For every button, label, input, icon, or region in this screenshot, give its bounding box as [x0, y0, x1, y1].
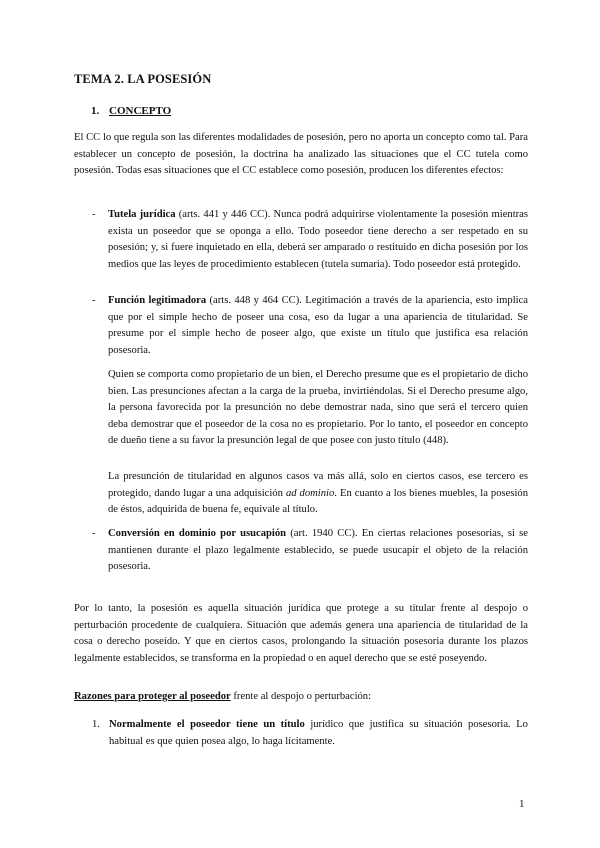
bullet-term: Función legitimadora [108, 295, 207, 306]
razones-label: Razones para proteger al poseedor [74, 691, 231, 702]
bullet-dash: - [92, 528, 96, 539]
intro-paragraph: El CC lo que regula son las diferentes modalidades de posesión, pero no aporta un concepto como tal. Para establecer un concepto de posesión, la doctrina ha analizado las situaciones que el CC tutela como posesión. Todas esas situaciones que el CC establece como posesión, producen los diferentes efectos: [74, 132, 528, 177]
numbered-text [109, 717, 528, 750]
bullet-dash: - [92, 295, 96, 306]
bullet-text [108, 207, 528, 273]
sub-paragraph: Quien se comporta como propietario de un bien, el Derecho presume que es el propietario de dicho bien. Las presunciones afectan a la carga de la prueba, invirtiéndolas. Si el Derecho presume algo, la persona favorecida por la presunción no debe demostrar nada, sino que será el tercero quien deba demostrar que el poseedor de la cosa no es propietario. Por lo tanto, el poseedor en concepto de dueño tiene a su favor la presunción legal de que posee con justo título (448). [108, 369, 528, 447]
bullet-text [108, 293, 528, 359]
numbered-item [92, 717, 528, 750]
bullet-body: (arts. 441 y 446 CC). Nunca podrá adquirirse violentamente la posesión mientras exista un poseedor que se oponga a ello. Todo poseedor tiene derecho a ser respetado en su posesión; y, si fuere inquietado en ella, deberá ser amparado o restituido en dicha posesión por los medios que las leyes de procedimiento establecen (tutela sumaria). Todo poseedor está protegido. [108, 209, 528, 270]
bullet-dash: - [92, 209, 96, 220]
section-number: 1. [91, 105, 100, 117]
section-label: CONCEPTO [109, 105, 172, 117]
bullet-text [108, 526, 528, 576]
bullet-item [92, 526, 528, 576]
bullet-item [92, 293, 528, 359]
sub-text: . En cuanto a los bienes muebles, la posesión de éstos, adquirida de buena fe, equivale al título. [108, 487, 529, 516]
conclusion-paragraph: Por lo tanto, la posesión es aquella situación jurídica que protege a su titular frente al despojo o perturbación procedente de cualquiera. Situación que además genera una apariencia de titularidad de la cosa o derecho poseído. Y que en ciertos casos, prolongando la situación posesoria durante los plazos legalmente establecidos, se transforma en la propiedad o en aquel derecho que se esté poseyendo. [74, 603, 528, 664]
page-title: TEMA 2. LA POSESIÓN [74, 72, 212, 86]
numbered-term: Normalmente el poseedor tiene un título [109, 719, 305, 730]
bullet-body: (art. 1940 CC). En ciertas relaciones posesorias, si se mantienen durante el plazo legalmente establecido, se puede usucapir el objeto de la relación posesoria. [108, 528, 528, 573]
italic-term: ad dominio [285, 487, 335, 499]
bullet-term: Conversión en dominio por usucapión [108, 528, 287, 539]
sub-text: La presunción de titularidad en algunos casos va más allá, solo en ciertos casos, ese tercero es protegido, dando lugar a una adquisición [108, 471, 528, 499]
section-heading [91, 105, 171, 117]
sub-paragraph [108, 469, 528, 519]
numbered-body: jurídico que justifica su situación posesoria. Lo habitual es que quien posea algo, lo haga lícitamente. [109, 719, 528, 747]
razones-rest: frente al despojo o perturbación: [230, 691, 372, 702]
razones-heading [74, 689, 528, 706]
page-number: 1 [519, 798, 525, 810]
bullet-item [92, 207, 528, 273]
item-number: 1. [92, 719, 100, 730]
bullet-term: Tutela jurídica [108, 209, 176, 220]
bullet-body: (arts. 448 y 464 CC). Legitimación a través de la apariencia, esto implica que por el simple hecho de poseer una cosa, eso da lugar a una apariencia de titularidad. Se presume por el simple hecho de poseer algo, que existe un título que justifica esa relación posesoria. [108, 295, 528, 356]
